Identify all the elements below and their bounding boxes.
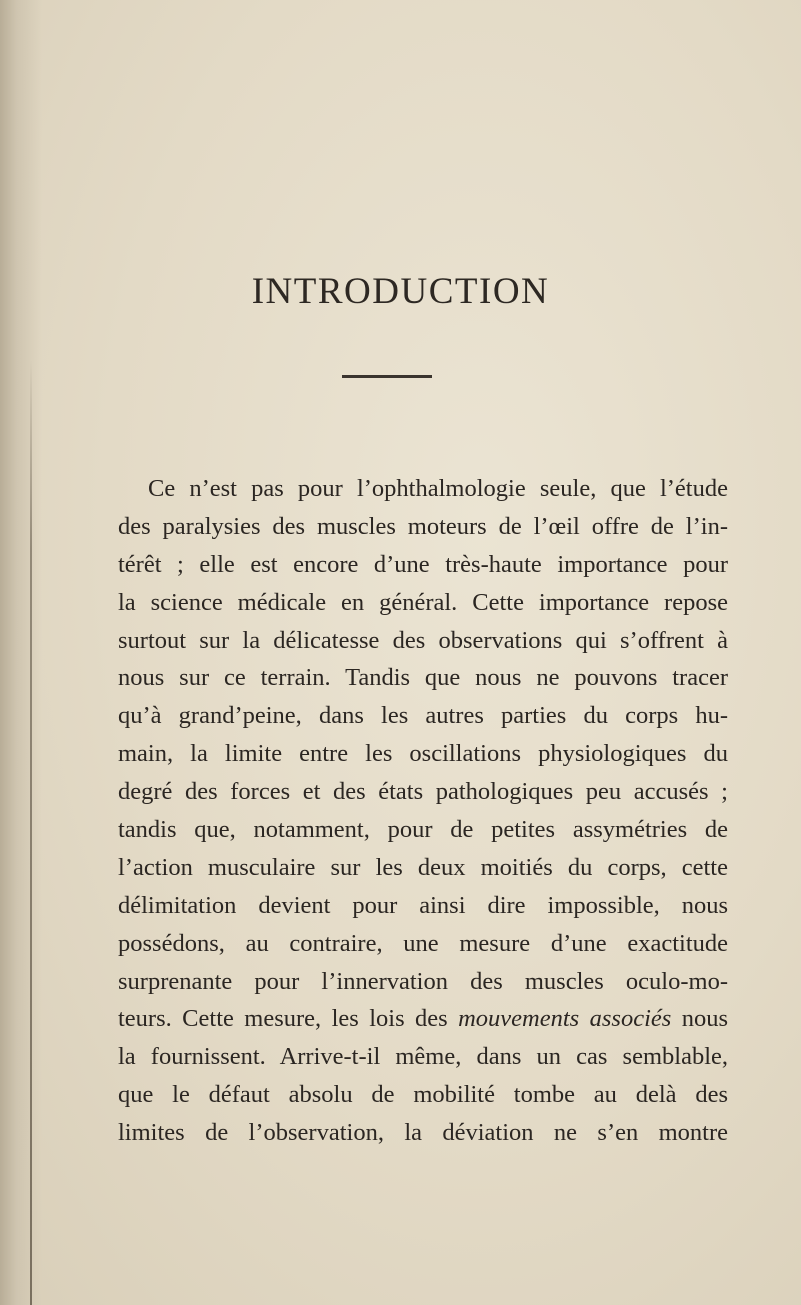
text-line: qu’à grand’peine, dans les autres parties du corps hu- — [118, 702, 728, 730]
text-line: térêt ; elle est encore d’une très-haute importance pour — [118, 550, 728, 578]
italic-term: mouvements associés — [458, 1005, 672, 1033]
text-line: des paralysies des muscles moteurs de l’œil offre de l’in- — [118, 512, 728, 540]
body-paragraph — [118, 470, 728, 1152]
title-rule — [342, 375, 432, 378]
text-line: degré des forces et des états pathologiques peu accusés ; — [118, 778, 728, 806]
text-line: tandis que, notamment, pour de petites assymétries de — [118, 816, 728, 844]
text-segment: nous — [681, 1005, 728, 1033]
binding-edge — [30, 360, 32, 1305]
text-line: la science médicale en général. Cette importance repose — [118, 588, 728, 616]
text-line: possédons, au contraire, une mesure d’une exactitude — [118, 929, 728, 957]
text-line: limites de l’observation, la déviation ne s’en montre — [118, 1119, 728, 1147]
binding-shadow — [0, 0, 42, 1305]
text-line: surtout sur la délicatesse des observations qui s’offrent à — [118, 626, 728, 654]
text-line: l’action musculaire sur les deux moitiés du corps, cette — [118, 853, 728, 881]
text-line-mixed — [118, 1000, 728, 1038]
text-line: que le défaut absolu de mobilité tombe au delà des — [118, 1081, 728, 1109]
text-line: nous sur ce terrain. Tandis que nous ne pouvons tracer — [118, 664, 728, 692]
text-segment: teurs. Cette mesure, les lois des — [118, 1005, 448, 1033]
chapter-title: INTRODUCTION — [251, 271, 550, 312]
text-line: la fournissent. Arrive-t-il même, dans un cas semblable, — [118, 1043, 728, 1071]
text-line: délimitation devient pour ainsi dire impossible, nous — [118, 891, 728, 919]
text-line: main, la limite entre les oscillations physiologiques du — [118, 740, 728, 768]
text-line: Ce n’est pas pour l’ophthalmologie seule, que l’étude — [148, 475, 728, 502]
text-line: surprenante pour l’innervation des muscles oculo-mo- — [118, 967, 728, 995]
